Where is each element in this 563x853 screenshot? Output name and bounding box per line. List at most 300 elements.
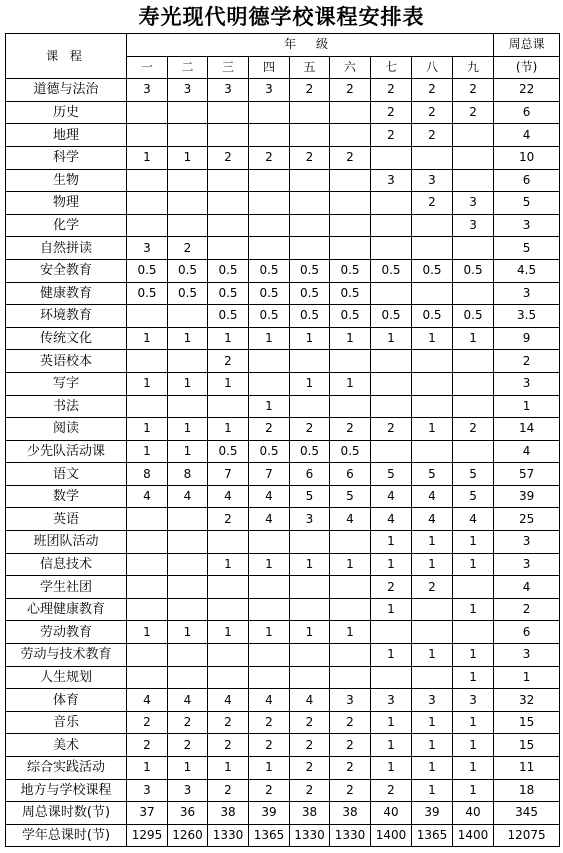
hours-cell: 2 [290, 734, 330, 757]
table-row [6, 350, 560, 373]
hours-cell: 3 [168, 779, 208, 802]
hours-cell [371, 237, 412, 260]
hours-cell [412, 621, 453, 644]
hours-cell: 0.5 [453, 259, 494, 282]
weekly-total-cell: 22 [494, 79, 560, 102]
hours-cell: 4 [249, 485, 290, 508]
hours-cell: 2 [290, 757, 330, 780]
table-row [6, 531, 560, 554]
hours-cell [290, 576, 330, 599]
hours-cell: 8 [168, 463, 208, 486]
weekly-total-cell: 1 [494, 666, 560, 689]
hours-cell: 2 [330, 79, 371, 102]
hours-cell: 1 [208, 757, 249, 780]
hours-cell [127, 124, 168, 147]
hours-cell [412, 598, 453, 621]
hours-cell: 1 [412, 418, 453, 441]
hours-cell: 0.5 [371, 305, 412, 328]
grade-header-8: 八 [412, 56, 453, 79]
hours-cell: 2 [208, 146, 249, 169]
hours-cell: 4 [453, 508, 494, 531]
table-row [6, 598, 560, 621]
hours-cell: 1 [330, 553, 371, 576]
table-row [6, 192, 560, 215]
hours-cell [208, 644, 249, 667]
hours-cell: 5 [290, 485, 330, 508]
hours-cell: 0.5 [208, 259, 249, 282]
hours-cell: 2 [249, 779, 290, 802]
hours-cell: 1 [168, 146, 208, 169]
hours-cell [249, 169, 290, 192]
hours-cell [330, 237, 371, 260]
hours-cell: 4 [371, 508, 412, 531]
hours-cell [453, 282, 494, 305]
hours-cell: 40 [371, 802, 412, 825]
hours-cell: 6 [290, 463, 330, 486]
hours-cell: 4 [208, 485, 249, 508]
hours-cell [127, 395, 168, 418]
hours-cell [290, 237, 330, 260]
hours-cell: 0.5 [330, 282, 371, 305]
hours-cell: 2 [371, 576, 412, 599]
hours-cell: 4 [330, 508, 371, 531]
hours-cell [290, 531, 330, 554]
hours-cell [168, 124, 208, 147]
weekly-total-cell: 15 [494, 711, 560, 734]
hours-cell [412, 666, 453, 689]
hours-cell [168, 598, 208, 621]
hours-cell: 4 [249, 689, 290, 712]
hours-cell [371, 621, 412, 644]
weekly-total-cell: 6 [494, 101, 560, 124]
table-row [6, 734, 560, 757]
hours-cell [168, 169, 208, 192]
hours-cell [371, 214, 412, 237]
hours-cell: 1 [412, 327, 453, 350]
grade-header-7: 七 [371, 56, 412, 79]
weekly-total-cell: 5 [494, 192, 560, 215]
hours-cell [208, 237, 249, 260]
hours-cell: 2 [208, 350, 249, 373]
hours-cell: 2 [330, 734, 371, 757]
subject-name: 语文 [6, 463, 127, 486]
hours-cell: 1 [208, 327, 249, 350]
table-row [6, 644, 560, 667]
hours-cell: 2 [412, 124, 453, 147]
hours-cell: 2 [290, 146, 330, 169]
hours-cell: 2 [249, 418, 290, 441]
hours-cell: 1 [371, 553, 412, 576]
table-row [6, 395, 560, 418]
grade-header-9: 九 [453, 56, 494, 79]
subject-name: 班团队活动 [6, 531, 127, 554]
subject-name: 健康教育 [6, 282, 127, 305]
hours-cell: 2 [208, 734, 249, 757]
weekly-total-cell: 3 [494, 531, 560, 554]
hours-cell: 2 [168, 711, 208, 734]
subject-name: 心理健康教育 [6, 598, 127, 621]
table-row [6, 214, 560, 237]
hours-cell [412, 237, 453, 260]
hours-cell [290, 395, 330, 418]
hours-cell: 1 [453, 666, 494, 689]
subject-name: 历史 [6, 101, 127, 124]
subject-name: 学年总课时(节) [6, 824, 127, 847]
table-row [6, 802, 560, 825]
hours-cell: 4 [249, 508, 290, 531]
hours-cell: 1400 [453, 824, 494, 847]
hours-cell [453, 372, 494, 395]
hours-cell [330, 192, 371, 215]
hours-cell: 5 [453, 485, 494, 508]
hours-cell: 2 [330, 711, 371, 734]
hours-cell: 1365 [412, 824, 453, 847]
hours-cell [127, 598, 168, 621]
hours-cell [249, 666, 290, 689]
table-row [6, 440, 560, 463]
hours-cell: 3 [412, 169, 453, 192]
weekly-total-cell: 32 [494, 689, 560, 712]
hours-cell: 1 [208, 372, 249, 395]
table-row [6, 485, 560, 508]
hours-cell [208, 192, 249, 215]
hours-cell: 2 [371, 779, 412, 802]
subject-name: 劳动与技术教育 [6, 644, 127, 667]
hours-cell: 1 [371, 644, 412, 667]
hours-cell [330, 169, 371, 192]
hours-cell: 0.5 [330, 440, 371, 463]
hours-cell: 37 [127, 802, 168, 825]
weekly-total-cell: 18 [494, 779, 560, 802]
table-row [6, 711, 560, 734]
hours-cell [208, 666, 249, 689]
hours-cell: 1 [168, 418, 208, 441]
hours-cell [208, 101, 249, 124]
hours-cell [330, 666, 371, 689]
hours-cell: 1 [208, 621, 249, 644]
hours-cell: 1330 [290, 824, 330, 847]
hours-cell: 1 [127, 418, 168, 441]
hours-cell: 0.5 [208, 282, 249, 305]
hours-cell: 4 [412, 508, 453, 531]
hours-cell: 1 [330, 372, 371, 395]
hours-cell: 8 [127, 463, 168, 486]
hours-cell: 38 [330, 802, 371, 825]
hours-cell [249, 576, 290, 599]
hours-cell [330, 124, 371, 147]
subject-name: 道德与法治 [6, 79, 127, 102]
hours-cell [412, 395, 453, 418]
table-row [6, 146, 560, 169]
hours-cell [412, 372, 453, 395]
hours-cell [127, 214, 168, 237]
hours-cell [168, 508, 208, 531]
hours-cell: 39 [249, 802, 290, 825]
hours-cell: 2 [453, 79, 494, 102]
subject-name: 综合实践活动 [6, 757, 127, 780]
table-row [6, 621, 560, 644]
hours-cell: 0.5 [249, 282, 290, 305]
hours-cell [290, 350, 330, 373]
hours-cell [249, 531, 290, 554]
weekly-total-cell: 4 [494, 440, 560, 463]
hours-cell: 0.5 [168, 282, 208, 305]
hours-cell: 3 [453, 192, 494, 215]
subject-name: 写字 [6, 372, 127, 395]
hours-cell [453, 395, 494, 418]
subject-name: 物理 [6, 192, 127, 215]
table-row [6, 124, 560, 147]
schedule-body [6, 79, 560, 847]
hours-cell [290, 169, 330, 192]
weekly-total-cell: 345 [494, 802, 560, 825]
hours-cell: 1 [127, 372, 168, 395]
hours-cell [168, 214, 208, 237]
hours-cell: 4 [168, 689, 208, 712]
hours-cell: 1 [412, 757, 453, 780]
hours-cell: 1295 [127, 824, 168, 847]
hours-cell [249, 192, 290, 215]
subject-name: 英语校本 [6, 350, 127, 373]
hours-cell: 1 [249, 757, 290, 780]
hours-cell: 1 [168, 440, 208, 463]
hours-cell: 1 [412, 711, 453, 734]
hours-cell: 1 [371, 598, 412, 621]
hours-cell: 3 [127, 79, 168, 102]
hours-cell: 2 [412, 79, 453, 102]
hours-cell: 38 [290, 802, 330, 825]
hours-cell [453, 350, 494, 373]
hours-cell: 5 [371, 463, 412, 486]
hours-cell: 0.5 [208, 440, 249, 463]
grade-header-5: 五 [290, 56, 330, 79]
hours-cell [249, 350, 290, 373]
hours-cell: 3 [168, 79, 208, 102]
hours-cell: 3 [127, 779, 168, 802]
hours-cell: 1 [168, 757, 208, 780]
hours-cell [412, 350, 453, 373]
subject-name: 少先队活动课 [6, 440, 127, 463]
grade-header-1: 一 [127, 56, 168, 79]
hours-cell: 1 [208, 418, 249, 441]
hours-cell: 0.5 [290, 305, 330, 328]
subject-name: 英语 [6, 508, 127, 531]
hours-cell [168, 553, 208, 576]
hours-cell: 0.5 [249, 305, 290, 328]
hours-cell: 5 [412, 463, 453, 486]
hours-cell: 2 [371, 101, 412, 124]
table-row [6, 779, 560, 802]
hours-cell: 1 [453, 757, 494, 780]
hours-cell: 3 [290, 508, 330, 531]
hours-cell [127, 305, 168, 328]
hours-cell: 2 [208, 711, 249, 734]
hours-cell [453, 169, 494, 192]
grade-header-4: 四 [249, 56, 290, 79]
hours-cell: 1 [330, 621, 371, 644]
hours-cell: 1 [453, 779, 494, 802]
hours-cell [290, 214, 330, 237]
table-row [6, 553, 560, 576]
hours-cell [412, 146, 453, 169]
weekly-total-cell: 1 [494, 395, 560, 418]
hours-cell [412, 214, 453, 237]
hours-cell: 1 [371, 734, 412, 757]
hours-cell: 0.5 [330, 259, 371, 282]
hours-cell [168, 101, 208, 124]
hours-cell [371, 666, 412, 689]
grade-header-6: 六 [330, 56, 371, 79]
hours-cell: 2 [127, 711, 168, 734]
hours-cell: 1 [412, 644, 453, 667]
table-row [6, 463, 560, 486]
weekly-total-cell: 3 [494, 372, 560, 395]
table-row [6, 372, 560, 395]
hours-cell: 0.5 [127, 259, 168, 282]
hours-cell [453, 576, 494, 599]
hours-cell [330, 598, 371, 621]
table-row [6, 237, 560, 260]
hours-cell: 0.5 [330, 305, 371, 328]
weekly-total-cell: 6 [494, 169, 560, 192]
subject-name: 传统文化 [6, 327, 127, 350]
hours-cell: 7 [249, 463, 290, 486]
hours-cell: 3 [371, 169, 412, 192]
hours-cell [290, 124, 330, 147]
weekly-total-unit: (节) [494, 56, 560, 79]
hours-cell: 1 [412, 734, 453, 757]
hours-cell: 1 [290, 372, 330, 395]
weekly-total-cell: 57 [494, 463, 560, 486]
weekly-total-cell: 10 [494, 146, 560, 169]
hours-cell: 2 [168, 734, 208, 757]
table-row [6, 689, 560, 712]
hours-cell: 1 [127, 440, 168, 463]
hours-cell [330, 101, 371, 124]
weekly-total-cell: 5 [494, 237, 560, 260]
weekly-total-cell: 4.5 [494, 259, 560, 282]
hours-cell: 2 [168, 237, 208, 260]
header-row-1 [6, 34, 560, 57]
hours-cell [249, 124, 290, 147]
hours-cell: 2 [371, 79, 412, 102]
subject-name: 自然拼读 [6, 237, 127, 260]
hours-cell [412, 440, 453, 463]
subject-name: 化学 [6, 214, 127, 237]
hours-cell [371, 350, 412, 373]
hours-cell: 1330 [330, 824, 371, 847]
table-row [6, 576, 560, 599]
hours-cell [168, 395, 208, 418]
hours-cell: 0.5 [208, 305, 249, 328]
hours-cell: 38 [208, 802, 249, 825]
hours-cell: 1 [127, 327, 168, 350]
hours-cell: 0.5 [249, 440, 290, 463]
table-row [6, 666, 560, 689]
subject-name: 科学 [6, 146, 127, 169]
hours-cell [453, 440, 494, 463]
hours-cell [371, 440, 412, 463]
subject-name: 劳动教育 [6, 621, 127, 644]
hours-cell [249, 214, 290, 237]
page-title: 寿光现代明德学校课程安排表 [138, 4, 425, 29]
hours-cell: 2 [290, 79, 330, 102]
subject-name: 生物 [6, 169, 127, 192]
hours-cell [168, 576, 208, 599]
hours-cell: 3 [453, 214, 494, 237]
hours-cell [249, 372, 290, 395]
hours-cell: 2 [453, 101, 494, 124]
hours-cell: 2 [330, 757, 371, 780]
hours-cell: 2 [330, 779, 371, 802]
hours-cell [371, 146, 412, 169]
hours-cell: 1 [371, 327, 412, 350]
subject-name: 体育 [6, 689, 127, 712]
subject-name: 信息技术 [6, 553, 127, 576]
hours-cell: 0.5 [412, 305, 453, 328]
hours-cell: 2 [412, 192, 453, 215]
table-row [6, 259, 560, 282]
table-row [6, 282, 560, 305]
table-row [6, 757, 560, 780]
subject-name: 美术 [6, 734, 127, 757]
subject-name: 阅读 [6, 418, 127, 441]
hours-cell: 1 [168, 327, 208, 350]
hours-cell [371, 282, 412, 305]
hours-cell [371, 372, 412, 395]
hours-cell [208, 124, 249, 147]
hours-cell: 4 [127, 689, 168, 712]
hours-cell [290, 644, 330, 667]
hours-cell: 1 [249, 553, 290, 576]
hours-cell: 2 [249, 146, 290, 169]
hours-cell [412, 282, 453, 305]
hours-cell: 0.5 [127, 282, 168, 305]
hours-cell: 2 [330, 146, 371, 169]
hours-cell: 4 [168, 485, 208, 508]
hours-cell [290, 666, 330, 689]
hours-cell: 4 [290, 689, 330, 712]
hours-cell [330, 531, 371, 554]
hours-cell: 1260 [168, 824, 208, 847]
subject-name: 周总课时数(节) [6, 802, 127, 825]
subject-name: 学生社团 [6, 576, 127, 599]
weekly-total-cell: 11 [494, 757, 560, 780]
weekly-total-cell: 3 [494, 214, 560, 237]
hours-cell: 1 [412, 779, 453, 802]
hours-cell: 3 [249, 79, 290, 102]
hours-cell: 1 [453, 644, 494, 667]
hours-cell [208, 214, 249, 237]
hours-cell: 1365 [249, 824, 290, 847]
hours-cell: 6 [330, 463, 371, 486]
hours-cell: 2 [330, 418, 371, 441]
hours-cell: 2 [290, 779, 330, 802]
hours-cell: 2 [412, 576, 453, 599]
hours-cell: 2 [249, 734, 290, 757]
hours-cell [453, 237, 494, 260]
hours-cell: 3 [208, 79, 249, 102]
hours-cell [168, 531, 208, 554]
hours-cell: 39 [412, 802, 453, 825]
weekly-total-cell: 3 [494, 644, 560, 667]
hours-cell [330, 576, 371, 599]
hours-cell: 5 [330, 485, 371, 508]
hours-cell [127, 576, 168, 599]
hours-cell [330, 395, 371, 418]
hours-cell: 0.5 [290, 282, 330, 305]
weekly-total-cell: 14 [494, 418, 560, 441]
